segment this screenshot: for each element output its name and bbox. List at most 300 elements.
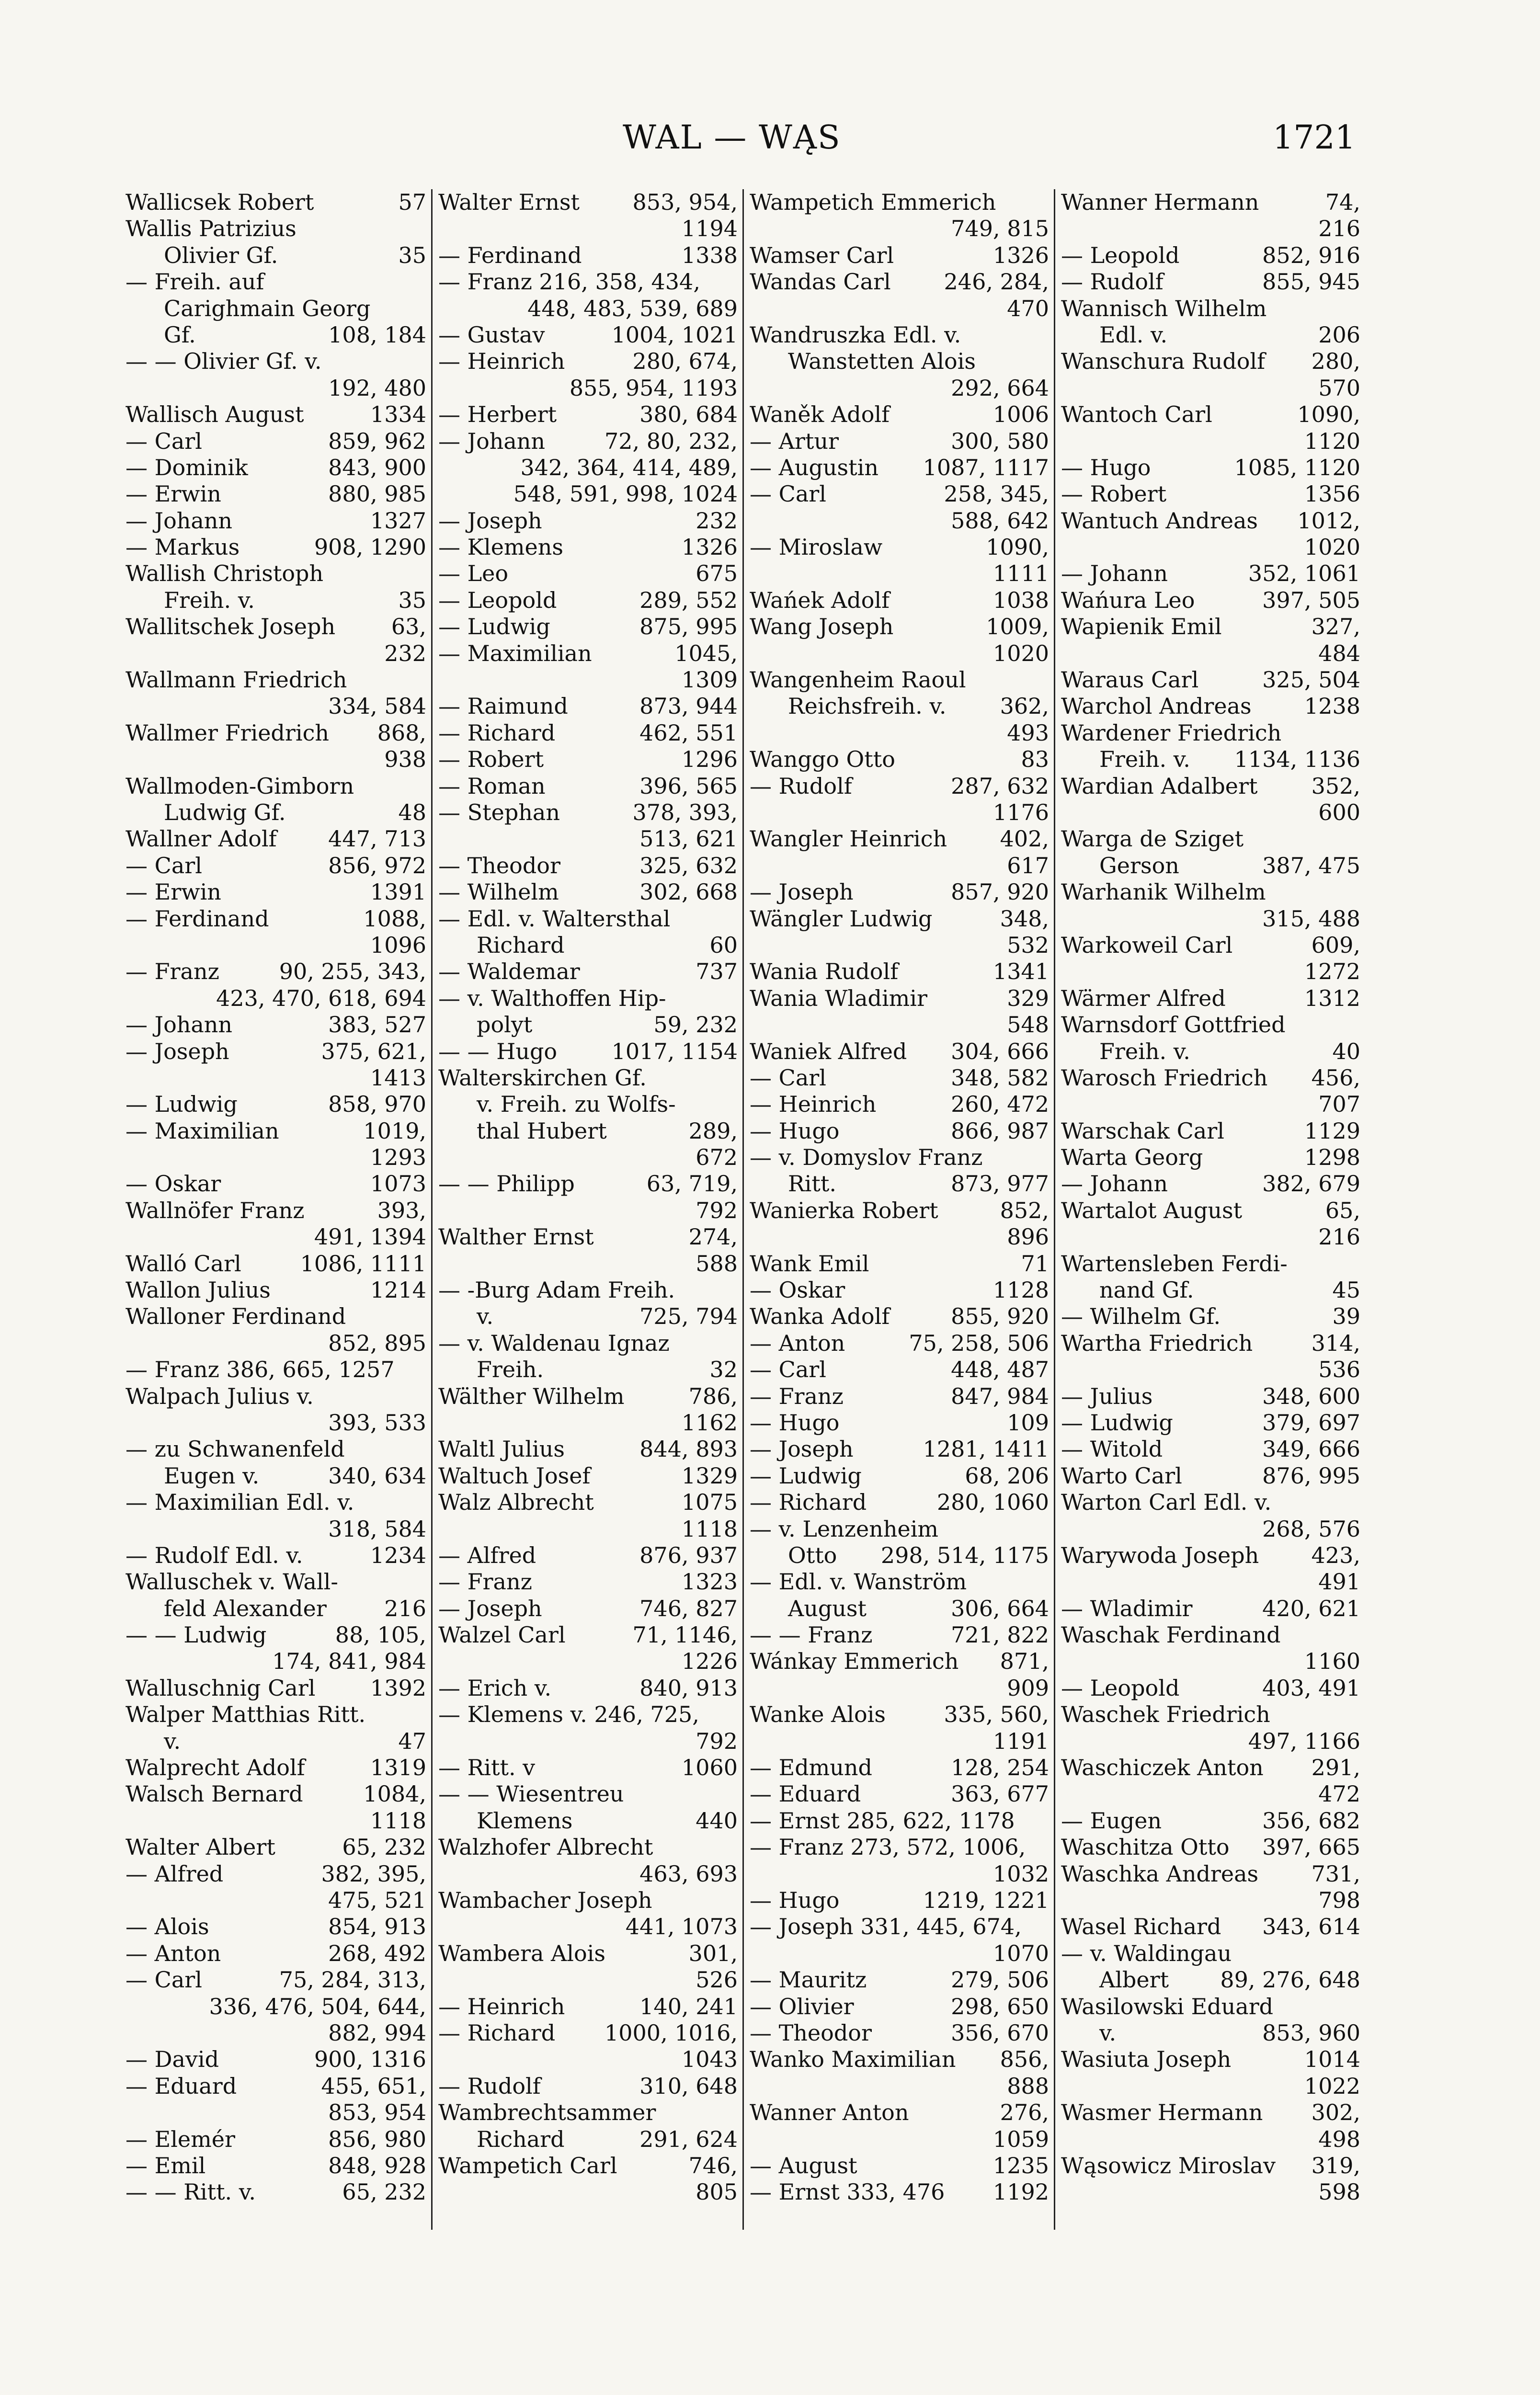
entry-name: — — Wiesentreu <box>438 1781 624 1807</box>
entry-name: — Johann <box>438 428 546 454</box>
entry-page-refs: 318, 584 <box>328 1516 426 1542</box>
index-entry <box>1061 375 1360 401</box>
entry-page-refs: 287, 632 <box>951 773 1049 799</box>
index-entry <box>125 1967 426 1993</box>
index-entry <box>125 1463 426 1489</box>
index-entry <box>750 720 1049 746</box>
index-entry <box>438 1171 738 1197</box>
entry-page-refs: 329 <box>1007 985 1049 1011</box>
index-entry <box>1061 216 1360 242</box>
entry-name: Albert <box>1099 1967 1169 1993</box>
entry-name: Otto <box>788 1542 837 1568</box>
index-entry <box>750 614 1049 640</box>
index-entry <box>750 1224 1049 1250</box>
entry-name: — Richard <box>438 2019 556 2046</box>
entry-page-refs: 1038 <box>992 587 1049 613</box>
index-entry <box>125 481 426 507</box>
index-entry <box>125 720 426 746</box>
entry-page-refs: 857, 920 <box>951 879 1049 905</box>
entry-name: — Carl <box>750 1357 826 1383</box>
index-entry <box>1061 773 1360 799</box>
index-entry <box>1061 1489 1360 1516</box>
index-entry <box>1061 853 1360 879</box>
entry-page-refs: 896 <box>1007 1224 1049 1250</box>
entry-name: — Leopold <box>438 587 557 613</box>
entry-page-refs: 866, 987 <box>951 1118 1049 1144</box>
index-entry <box>438 216 738 242</box>
entry-page-refs: 746, <box>688 2152 738 2178</box>
index-entry <box>438 746 738 773</box>
entry-page-refs: 463, 693 <box>639 1860 738 1887</box>
index-entry <box>1061 958 1360 985</box>
entry-page-refs: 749, 815 <box>951 216 1049 242</box>
entry-name: — David <box>125 2046 219 2073</box>
entry-page-refs: 292, 664 <box>951 375 1049 401</box>
entry-name: Walpach Julius v. <box>125 1383 314 1409</box>
entry-name: Wartensleben Ferdi- <box>1061 1250 1288 1277</box>
entry-name: Carighmain Georg <box>164 295 371 321</box>
index-entry <box>1061 1038 1360 1065</box>
entry-name: — Leopold <box>1061 1675 1180 1701</box>
index-entry <box>750 1542 1049 1569</box>
entry-name: Walló Carl <box>125 1250 241 1277</box>
entry-name: Warto Carl <box>1061 1462 1182 1489</box>
index-entry <box>1061 348 1360 375</box>
entry-page-refs: 402, <box>1000 826 1049 852</box>
entry-page-refs: 59, 232 <box>653 1012 738 1038</box>
entry-page-refs: 491 <box>1318 1569 1360 1595</box>
index-entry <box>1061 1914 1360 1940</box>
entry-name: Waschiczek Anton <box>1061 1755 1264 1781</box>
entry-page-refs: 617 <box>1007 852 1049 878</box>
entry-page-refs: 513, 621 <box>639 826 738 852</box>
entry-name: — Joseph 331, 445, 674, <box>750 1914 1022 1940</box>
entry-name: Olivier Gf. <box>164 242 278 268</box>
entry-name: Walter Ernst <box>438 189 580 215</box>
index-entry <box>1061 799 1360 826</box>
entry-name: Wälther Wilhelm <box>438 1383 625 1409</box>
entry-page-refs: 1319 <box>370 1755 426 1781</box>
entry-name: Freih. v. <box>164 587 255 613</box>
index-entry <box>125 1012 426 1038</box>
page-header <box>0 119 1540 176</box>
index-entry <box>125 2126 426 2153</box>
index-entry <box>1061 879 1360 905</box>
index-entry <box>750 2099 1049 2126</box>
entry-name: — — Hugo <box>438 1038 558 1064</box>
entry-page-refs: 1191 <box>992 1728 1049 1754</box>
entry-name: — Rudolf <box>750 773 852 799</box>
column-3 <box>742 189 1054 2230</box>
index-entry <box>750 1251 1049 1277</box>
entry-page-refs: 325, 504 <box>1262 667 1360 693</box>
index-entry <box>438 2153 738 2179</box>
index-entry <box>438 1198 738 1224</box>
index-entry <box>750 1303 1049 1330</box>
entry-page-refs: 598 <box>1318 2179 1360 2205</box>
index-entry <box>750 560 1049 587</box>
entry-page-refs: 1045, <box>674 640 738 666</box>
entry-page-refs: 844, 893 <box>639 1436 738 1462</box>
entry-name: — Wilhelm Gf. <box>1061 1303 1221 1330</box>
entry-name: — Ludwig <box>438 614 550 640</box>
index-entry <box>1061 1144 1360 1171</box>
entry-name: — — Philipp <box>438 1171 575 1197</box>
entry-name: — Klemens <box>438 534 563 560</box>
entry-page-refs: 325, 632 <box>639 852 738 878</box>
entry-name: — Edmund <box>750 1755 872 1781</box>
entry-name: Waltuch Josef <box>438 1462 591 1489</box>
entry-name: Wanstetten Alois <box>788 348 976 375</box>
entry-page-refs: 1006 <box>992 401 1049 428</box>
entry-page-refs: 852, 895 <box>328 1330 426 1356</box>
entry-name: — Richard <box>750 1489 867 1516</box>
entry-page-refs: 232 <box>384 640 426 666</box>
entry-name: — Eduard <box>125 2073 237 2099</box>
index-entry <box>438 322 738 348</box>
index-entry <box>750 1967 1049 1993</box>
entry-name: — Alfred <box>125 1860 224 1887</box>
index-entry <box>750 508 1049 534</box>
index-entry <box>125 1887 426 1914</box>
entry-name: thal Hubert <box>477 1118 607 1144</box>
entry-name: Freih. v. <box>1099 1038 1190 1064</box>
entry-page-refs: 731, <box>1311 1860 1360 1887</box>
entry-page-refs: 855, 954, 1193 <box>569 375 738 401</box>
entry-page-refs: 876, 995 <box>1262 1462 1360 1489</box>
entry-page-refs: 1327 <box>370 507 426 534</box>
entry-name: — Ludwig <box>750 1462 862 1489</box>
index-entry <box>750 428 1049 455</box>
index-entry <box>438 428 738 455</box>
index-entry <box>750 773 1049 799</box>
entry-name: — v. Waldingau <box>1061 1940 1232 1966</box>
entry-name: Wardian Adalbert <box>1061 773 1258 799</box>
index-entry <box>750 1994 1049 2020</box>
entry-name: — Mauritz <box>750 1967 867 1993</box>
entry-name: Waschitza Otto <box>1061 1834 1230 1860</box>
entry-page-refs: 853, 954, <box>632 189 738 215</box>
index-entry <box>750 985 1049 1012</box>
entry-name: — Carl <box>750 481 826 507</box>
entry-page-refs: 1326 <box>681 534 738 560</box>
entry-name: Warton Carl Edl. v. <box>1061 1489 1272 1516</box>
index-entry <box>125 2099 426 2126</box>
entry-page-refs: 1085, 1120 <box>1234 454 1360 480</box>
entry-name: — -Burg Adam Freih. <box>438 1277 675 1303</box>
index-entry <box>750 879 1049 905</box>
entry-name: — Eugen <box>1061 1807 1162 1834</box>
entry-page-refs: 1090, <box>1297 401 1360 428</box>
index-entry <box>750 322 1049 348</box>
index-entry <box>750 1808 1049 1834</box>
entry-page-refs: 858, 970 <box>328 1091 426 1118</box>
entry-name: — Wladimir <box>1061 1595 1193 1621</box>
entry-page-refs: 174, 841, 984 <box>272 1648 426 1675</box>
entry-page-refs: 1087, 1117 <box>923 454 1049 480</box>
entry-page-refs: 721, 822 <box>951 1622 1049 1648</box>
entry-page-refs: 875, 995 <box>639 614 738 640</box>
entry-page-refs: 792 <box>696 1728 738 1754</box>
entry-name: Wamser Carl <box>750 242 894 268</box>
entry-name: v. <box>164 1728 181 1754</box>
entry-name: — Heinrich <box>438 1993 565 2019</box>
index-entry <box>438 1596 738 1622</box>
entry-page-refs: 89, 276, 648 <box>1220 1967 1360 1993</box>
index-entry <box>1061 242 1360 269</box>
entry-name: Wantoch Carl <box>1061 401 1212 428</box>
index-entry <box>1061 1224 1360 1250</box>
entry-page-refs: 348, 600 <box>1262 1383 1360 1409</box>
index-entry <box>125 1091 426 1118</box>
entry-page-refs: 403, 491 <box>1262 1675 1360 1701</box>
entry-name: — Waldemar <box>438 958 580 985</box>
page-number: 1721 <box>1272 119 1356 157</box>
entry-page-refs: 382, 395, <box>321 1860 426 1887</box>
entry-name: Freih. v. <box>1099 746 1190 773</box>
entry-page-refs: 349, 666 <box>1262 1436 1360 1462</box>
entry-name: Wallon Julius <box>125 1277 271 1303</box>
index-entry <box>1061 508 1360 534</box>
entry-name: Wambrechtsammer <box>438 2099 656 2126</box>
index-entry <box>438 242 738 269</box>
index-entry <box>125 1596 426 1622</box>
entry-page-refs: 570 <box>1318 375 1360 401</box>
entry-page-refs: 1088, <box>363 905 426 932</box>
entry-page-refs: 847, 984 <box>951 1383 1049 1409</box>
index-entry <box>1061 481 1360 507</box>
entry-name: — Ernst 285, 622, 1178 <box>750 1807 1015 1834</box>
entry-name: — — Olivier Gf. v. <box>125 348 322 375</box>
entry-page-refs: 672 <box>696 1144 738 1171</box>
index-entry <box>1061 1728 1360 1755</box>
entry-name: — Carl <box>125 1967 202 1993</box>
index-entry <box>750 1091 1049 1118</box>
index-entry <box>1061 1542 1360 1569</box>
entry-page-refs: 39 <box>1332 1303 1360 1330</box>
entry-page-refs: 276, <box>1000 2099 1049 2126</box>
index-entry <box>125 1728 426 1755</box>
entry-page-refs: 1312 <box>1304 985 1360 1011</box>
index-entry <box>750 1755 1049 1781</box>
index-entry <box>125 508 426 534</box>
index-entry <box>125 1436 426 1462</box>
entry-name: — Joseph <box>750 1436 854 1462</box>
entry-name: Warhanik Wilhelm <box>1061 879 1266 905</box>
entry-name: Wania Wladimir <box>750 985 927 1011</box>
entry-page-refs: 246, 284, <box>944 269 1049 295</box>
index-entry <box>125 560 426 587</box>
index-entry <box>125 773 426 799</box>
entry-name: Walter Albert <box>125 1834 275 1860</box>
index-entry <box>438 720 738 746</box>
entry-name: — Raimund <box>438 693 568 719</box>
index-entry <box>750 1171 1049 1197</box>
entry-page-refs: 1134, 1136 <box>1234 746 1360 773</box>
entry-page-refs: 1392 <box>370 1675 426 1701</box>
entry-name: — Heinrich <box>438 348 565 375</box>
entry-page-refs: 441, 1073 <box>625 1914 738 1940</box>
index-entry <box>125 1569 426 1595</box>
index-entry <box>438 2046 738 2073</box>
index-entry <box>750 1648 1049 1675</box>
entry-page-refs: 1043 <box>681 2046 738 2073</box>
entry-name: Freih. <box>477 1357 544 1383</box>
index-entry <box>438 932 738 958</box>
index-entry <box>125 1701 426 1728</box>
entry-name: Waniek Alfred <box>750 1038 907 1064</box>
entry-name: v. <box>477 1303 494 1330</box>
entry-name: Warosch Friedrich <box>1061 1064 1268 1091</box>
entry-page-refs: 232 <box>696 507 738 534</box>
entry-name: — Gustav <box>438 321 545 348</box>
index-entry <box>1061 401 1360 428</box>
entry-page-refs: 298, 514, 1175 <box>880 1542 1049 1568</box>
entry-page-refs: 314, <box>1311 1330 1360 1356</box>
entry-name: — Joseph <box>438 507 542 534</box>
entry-page-refs: 274, <box>688 1224 738 1250</box>
entry-page-refs: 491, 1394 <box>314 1224 426 1250</box>
entry-page-refs: 448, 487 <box>951 1357 1049 1383</box>
index-entry <box>1061 1091 1360 1118</box>
index-entry <box>1061 534 1360 560</box>
entry-name: — Franz 216, 358, 434, <box>438 269 700 295</box>
entry-name: — Wilhelm <box>438 879 559 905</box>
entry-page-refs: 1090, <box>986 534 1049 560</box>
entry-name: — Edl. v. Wanström <box>750 1569 967 1595</box>
index-entry <box>125 2153 426 2179</box>
entry-page-refs: 289, 552 <box>639 587 738 613</box>
entry-name: feld Alexander <box>164 1595 327 1621</box>
entry-name: — Ludwig <box>1061 1409 1173 1436</box>
entry-name: Gerson <box>1099 852 1179 878</box>
entry-page-refs: 1334 <box>370 401 426 428</box>
index-entry <box>438 587 738 614</box>
entry-name: Wallmann Friedrich <box>125 667 347 693</box>
entry-name: — Robert <box>1061 481 1167 507</box>
entry-name: — Maximilian <box>438 640 592 666</box>
entry-name: — Hugo <box>750 1118 840 1144</box>
entry-page-refs: 792 <box>696 1197 738 1223</box>
index-entry <box>125 1065 426 1091</box>
index-entry <box>125 1038 426 1065</box>
entry-page-refs: 1272 <box>1304 958 1360 985</box>
index-entry <box>750 906 1049 932</box>
entry-page-refs: 855, 920 <box>951 1303 1049 1330</box>
entry-name: Wania Rudolf <box>750 958 899 985</box>
entry-page-refs: 71 <box>1021 1250 1049 1277</box>
entry-page-refs: 393, <box>377 1197 426 1223</box>
index-entry <box>125 1489 426 1516</box>
index-entry <box>125 296 426 322</box>
entry-name: Walluschnig Carl <box>125 1675 316 1701</box>
entry-page-refs: 301, <box>688 1940 738 1966</box>
entry-name: — Johann <box>125 507 233 534</box>
entry-name: Wardener Friedrich <box>1061 719 1282 746</box>
index-entry <box>750 1622 1049 1648</box>
index-entry <box>750 826 1049 852</box>
index-entry <box>125 2046 426 2073</box>
entry-page-refs: 397, 505 <box>1262 587 1360 613</box>
entry-page-refs: 375, 621, <box>321 1038 426 1064</box>
entry-page-refs: 280, <box>1311 348 1360 375</box>
entry-name: — Herbert <box>438 401 557 428</box>
index-entry <box>438 1781 738 1807</box>
entry-page-refs: 356, 682 <box>1262 1807 1360 1834</box>
running-title: WAL — WĄS <box>623 119 841 157</box>
entry-page-refs: 798 <box>1318 1887 1360 1913</box>
entry-page-refs: 1070 <box>992 1940 1049 1966</box>
index-entry <box>750 2126 1049 2153</box>
entry-page-refs: 786, <box>688 1383 738 1409</box>
index-entry <box>750 1940 1049 1967</box>
entry-page-refs: 348, <box>1000 905 1049 932</box>
entry-page-refs: 873, 944 <box>639 693 738 719</box>
entry-page-refs: 45 <box>1332 1277 1360 1303</box>
index-entry <box>1061 693 1360 719</box>
entry-name: — Erwin <box>125 481 221 507</box>
index-entry <box>125 1224 426 1250</box>
index-entry <box>125 1781 426 1807</box>
entry-page-refs: 319, <box>1311 2152 1360 2178</box>
entry-page-refs: 1234 <box>370 1542 426 1568</box>
index-entry <box>750 1489 1049 1516</box>
entry-name: — Richard <box>438 719 556 746</box>
entry-page-refs: 393, 533 <box>328 1409 426 1436</box>
index-entry <box>750 1728 1049 1755</box>
entry-page-refs: 600 <box>1318 799 1360 825</box>
index-entry <box>438 1330 738 1357</box>
index-entry <box>438 1940 738 1967</box>
index-entry <box>125 216 426 242</box>
index-entry <box>438 1038 738 1065</box>
index-entry <box>438 1542 738 1569</box>
entry-page-refs: 83 <box>1021 746 1049 773</box>
index-entry <box>438 2126 738 2153</box>
index-entry <box>1061 1967 1360 1993</box>
entry-page-refs: 1298 <box>1304 1144 1360 1171</box>
entry-name: Walz Albrecht <box>438 1489 594 1516</box>
index-entry <box>1061 1303 1360 1330</box>
index-entry <box>1061 906 1360 932</box>
entry-name: Waschka Andreas <box>1061 1860 1259 1887</box>
entry-name: — Ferdinand <box>125 905 269 932</box>
entry-name: Walzhofer Albrecht <box>438 1834 653 1860</box>
entry-page-refs: 310, 648 <box>639 2073 738 2099</box>
index-entry <box>125 985 426 1012</box>
entry-page-refs: 737 <box>696 958 738 985</box>
entry-page-refs: 909 <box>1007 1675 1049 1701</box>
index-entry <box>1061 1887 1360 1914</box>
entry-page-refs: 352, 1061 <box>1248 560 1360 587</box>
index-entry <box>125 348 426 375</box>
entry-page-refs: 298, 650 <box>951 1993 1049 2019</box>
index-entry <box>750 1463 1049 1489</box>
entry-page-refs: 216 <box>384 1595 426 1621</box>
entry-page-refs: 1391 <box>370 879 426 905</box>
index-entry <box>750 2073 1049 2099</box>
entry-name: Wanierka Robert <box>750 1197 938 1223</box>
index-entry <box>125 242 426 269</box>
entry-page-refs: 336, 476, 504, 644, <box>209 1993 426 2019</box>
index-entry <box>125 958 426 985</box>
index-entry <box>438 1755 738 1781</box>
entry-page-refs: 746, 827 <box>639 1595 738 1621</box>
index-entry <box>125 1542 426 1569</box>
index-entry <box>125 1383 426 1410</box>
entry-name: — Stephan <box>438 799 560 825</box>
index-entry <box>438 2179 738 2205</box>
